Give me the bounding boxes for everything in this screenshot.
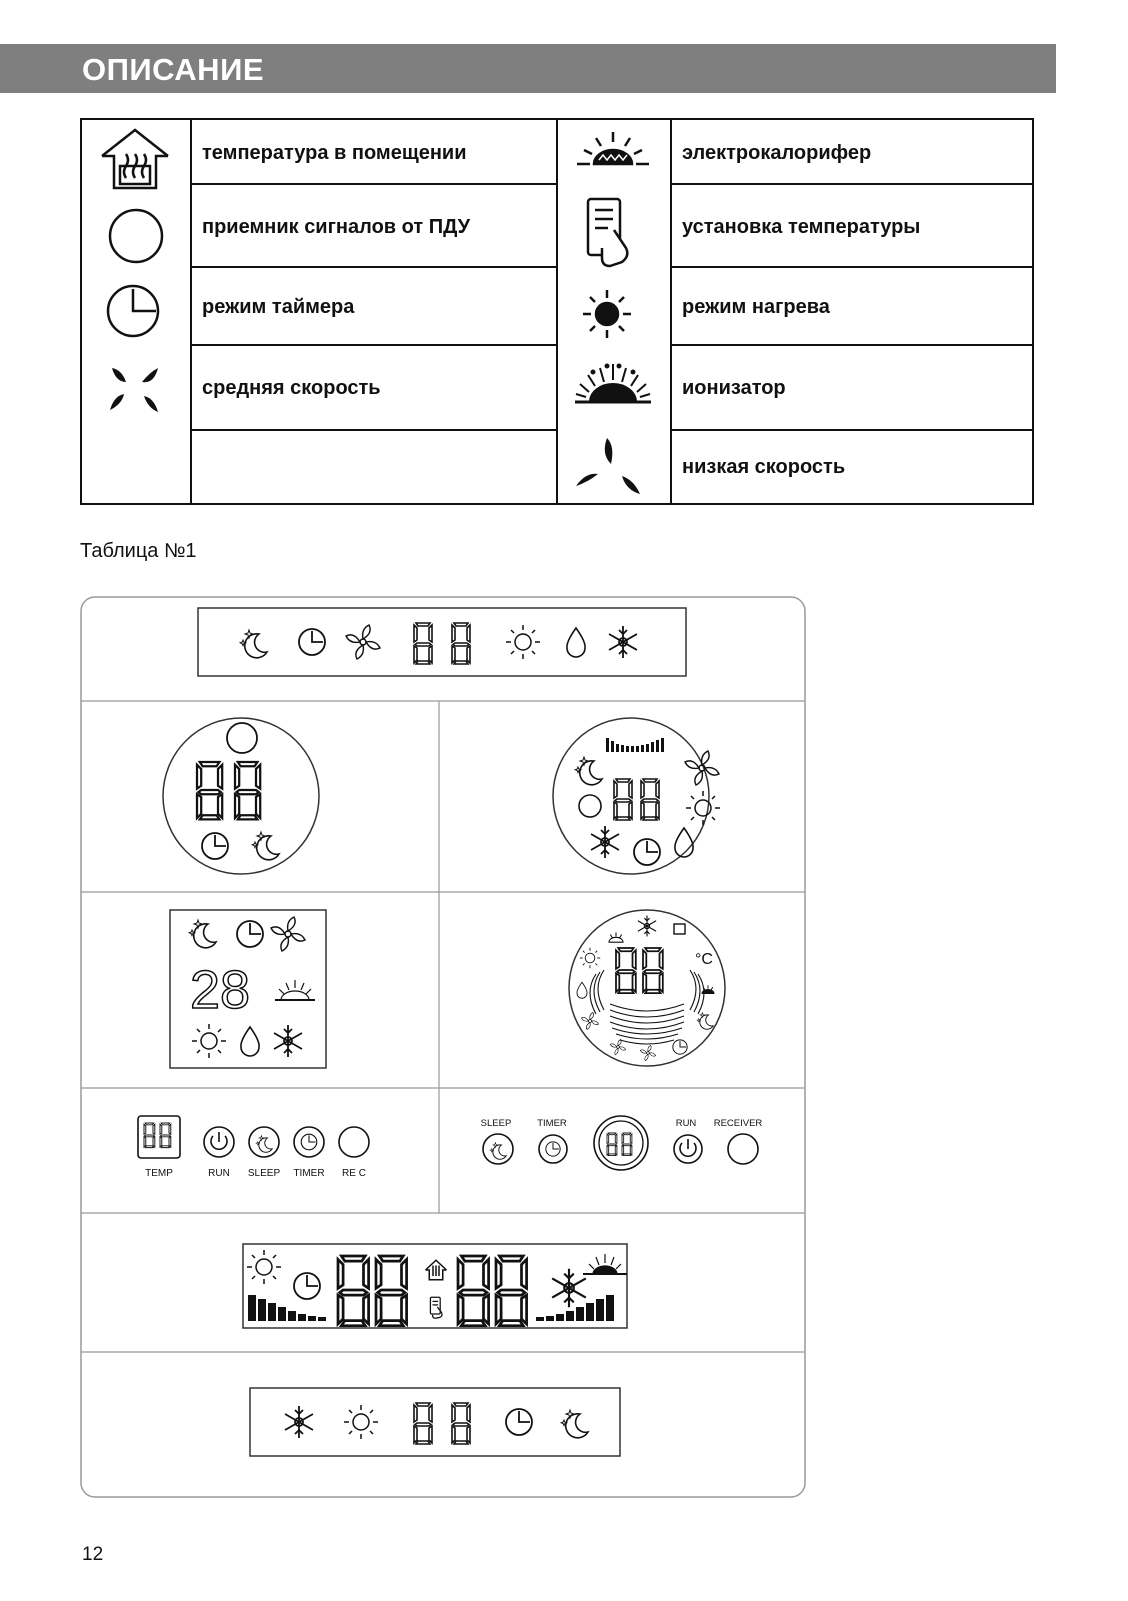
legend-label-medium-speed: средняя скорость — [202, 377, 381, 399]
button-label-run: RUN — [208, 1168, 230, 1179]
page-number: 12 — [82, 1544, 104, 1565]
button-label-temp: TEMP — [145, 1168, 173, 1179]
panel-7-buttons — [481, 1116, 763, 1170]
fan-medium-icon — [110, 368, 158, 412]
display-panels-figure — [80, 596, 820, 1527]
display-panels-drawing — [80, 596, 820, 1522]
panel-3-display — [553, 718, 720, 874]
panel-5-unit: °C — [695, 951, 713, 968]
panel-6-buttons — [138, 1116, 369, 1179]
heater-icon — [577, 132, 649, 164]
button-label-rec: RE C — [342, 1168, 366, 1179]
panel-9-display — [250, 1388, 620, 1456]
panel-4-display — [170, 910, 326, 1068]
house-heat-icon — [102, 130, 168, 188]
remote-hand-icon — [588, 199, 627, 266]
panel-8-display — [243, 1244, 627, 1328]
panel-2-display — [163, 718, 319, 874]
panel-5-display — [569, 910, 725, 1066]
legend-label-timer: режим таймера — [202, 296, 355, 318]
button-label-run-2: RUN — [675, 1118, 697, 1129]
fan-low-icon — [576, 438, 640, 494]
legend-label-heat-mode: режим нагрева — [682, 296, 830, 318]
ionizer-icon — [575, 364, 651, 402]
table-caption: Таблица №1 — [80, 540, 197, 562]
button-label-timer-2: TIMER — [537, 1118, 567, 1129]
clock-icon — [108, 286, 158, 336]
button-label-timer: TIMER — [293, 1168, 325, 1179]
receiver-circle-icon — [110, 210, 162, 262]
page-title: ОПИСАНИЕ — [82, 52, 265, 87]
button-label-sleep: SLEEP — [247, 1168, 281, 1179]
legend-label-low-speed: низкая скорость — [682, 456, 846, 478]
button-label-sleep-2: SLEEP — [480, 1118, 512, 1129]
legend-label-heater: электрокалорифер — [682, 142, 872, 164]
legend-label-room-temp: температура в помещении — [202, 142, 467, 164]
legend-label-set-temp: установка температуры — [682, 216, 921, 238]
legend-label-ionizer: ионизатор — [682, 377, 786, 399]
panel-4-digits: 28 — [190, 960, 251, 1020]
page-header-bar — [0, 44, 1056, 93]
panel-1-display — [198, 608, 686, 676]
sun-icon — [583, 290, 631, 338]
button-label-receiver: RECEIVER — [713, 1118, 763, 1129]
legend-label-receiver: приемник сигналов от ПДУ — [202, 216, 471, 238]
